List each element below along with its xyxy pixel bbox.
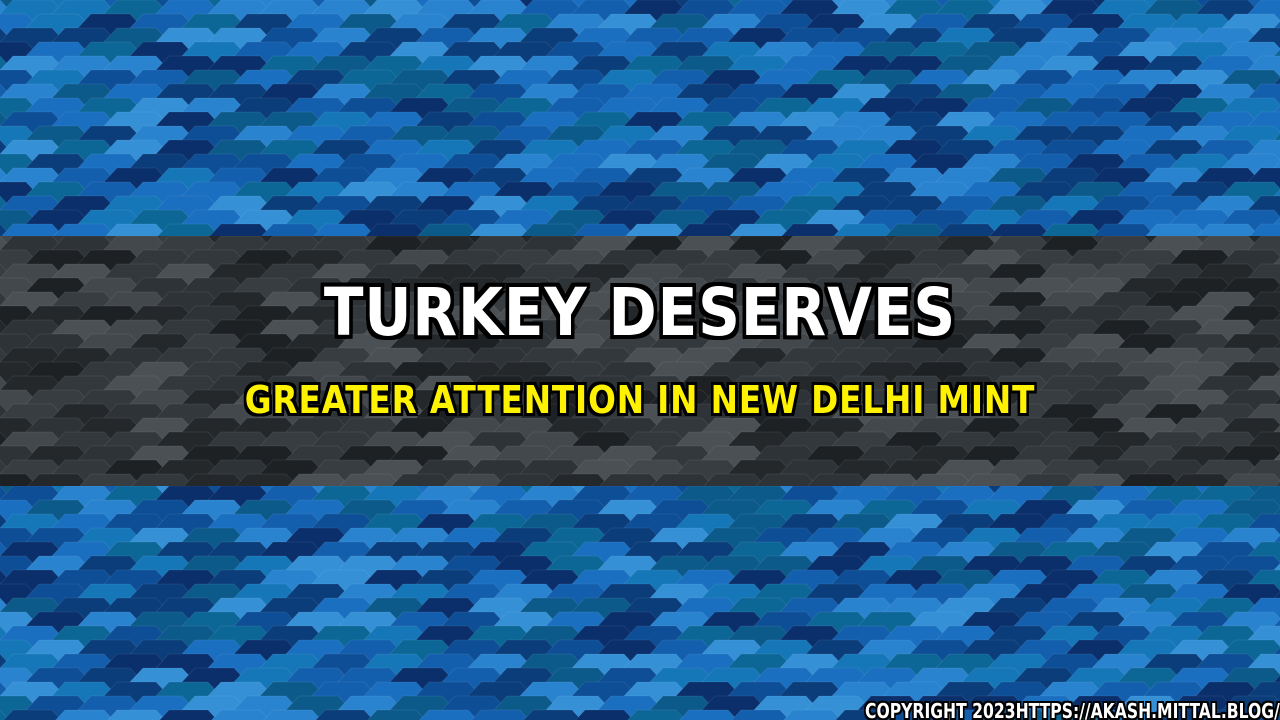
blue-mosaic-bottom [0,458,1280,720]
headline: TURKEY DESERVES [323,274,957,351]
dark-mosaic-band [0,208,1280,530]
copyright-notice: COPYRIGHT 2023HTTPS://AKASH.MITTAL.BLOG/ [865,699,1280,720]
subheadline: GREATER ATTENTION IN NEW DELHI MINT [244,378,1036,422]
